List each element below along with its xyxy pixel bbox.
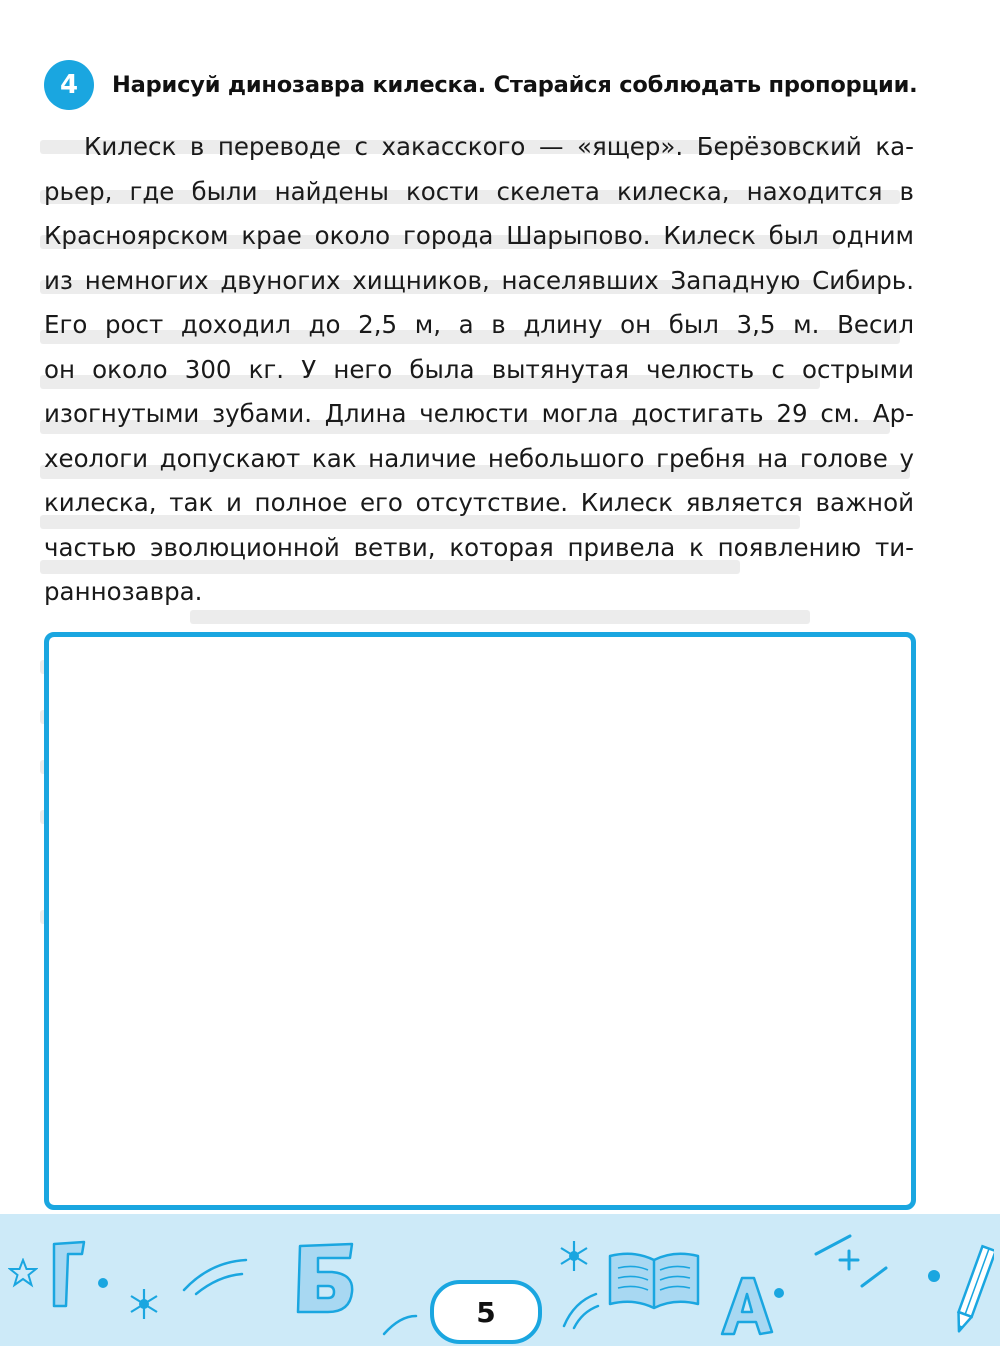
text-line: он около 300 кг. У него была вытянутая челюсть с острыми	[44, 354, 914, 384]
open-book-icon	[604, 1246, 704, 1312]
letter-g-icon	[44, 1232, 90, 1312]
text-line: рьер, где были найдены кости скелета килеска, находится в	[44, 176, 914, 206]
text-line: изогнутыми зубами. Длина челюсти могла достигать 29 см. Ар-	[44, 399, 914, 428]
letter-a-icon	[716, 1274, 776, 1338]
task-number-badge: 4	[44, 60, 94, 110]
plus-icon	[810, 1232, 890, 1292]
dot-icon	[926, 1268, 942, 1284]
page-number: 5	[476, 1295, 496, 1329]
drawing-area[interactable]	[44, 632, 916, 1210]
text-line: хеологи допускают как наличие небольшого гребня на голове у	[44, 443, 914, 473]
text-line: Килеск в переводе с хакасского — «ящер». Берёзовский ка-	[84, 132, 914, 161]
swoosh-lines-icon	[380, 1312, 420, 1338]
text-line: частью эволюционной ветви, которая привела к появлению ти-	[44, 532, 914, 562]
star-icon	[8, 1258, 38, 1288]
text-line: раннозавра.	[44, 577, 203, 606]
page-number-badge	[430, 1280, 542, 1344]
task-instruction: Нарисуй динозавра килеска. Старайся соблюдать пропорции.	[112, 72, 918, 98]
task-header	[44, 58, 924, 112]
pencil-icon	[954, 1240, 994, 1340]
text-line: из немногих двуногих хищников, населявших Западную Сибирь.	[44, 265, 914, 295]
task-text	[44, 125, 914, 615]
dot-icon	[772, 1286, 786, 1300]
text-line: килеска, так и полное его отсутствие. Килеск является важной	[44, 488, 914, 517]
dot-icon	[96, 1276, 110, 1290]
swoosh-lines-icon	[180, 1256, 250, 1296]
text-line: Красноярском крае около города Шарыпово. Килеск был одним	[44, 221, 914, 250]
text-line: Его рост доходил до 2,5 м, а в длину он был 3,5 м. Весил	[44, 310, 914, 339]
snowflake-icon	[126, 1286, 162, 1322]
swoosh-lines-icon	[560, 1290, 600, 1330]
snowflake-icon	[556, 1238, 592, 1274]
letter-b-icon	[286, 1238, 366, 1318]
